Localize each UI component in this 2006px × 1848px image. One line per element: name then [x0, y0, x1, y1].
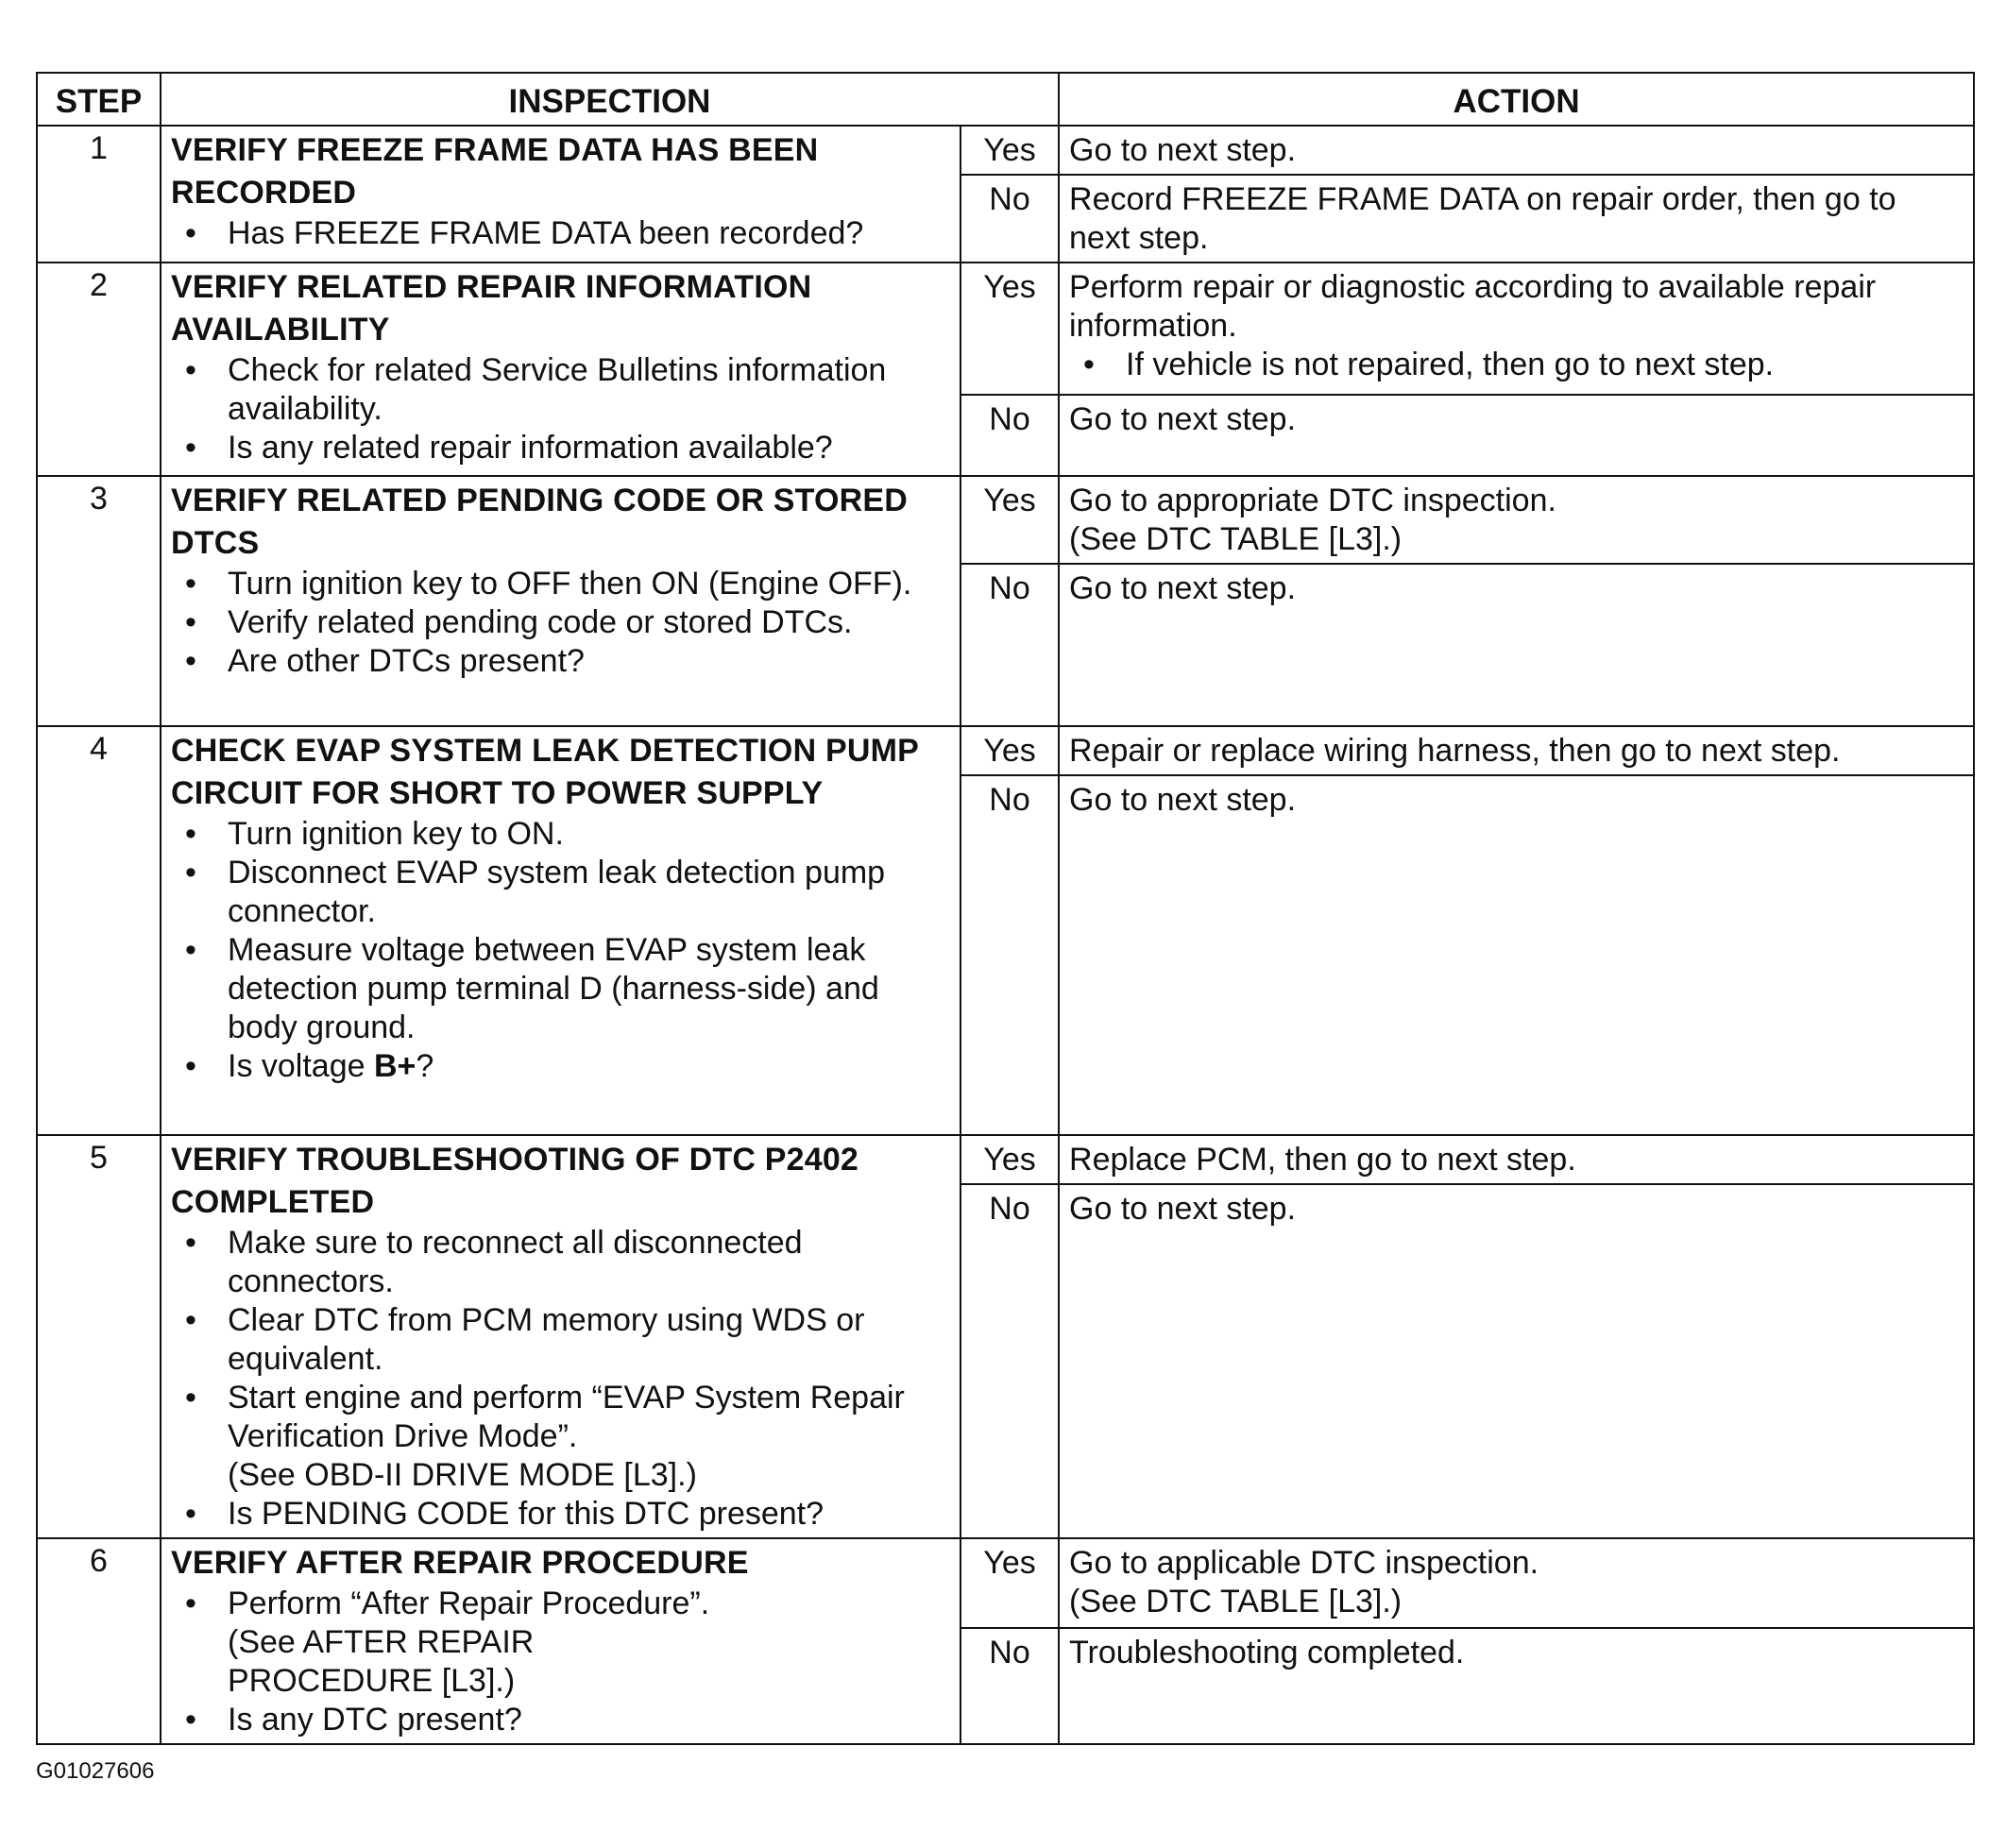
yes-action-reference: (See DTC TABLE [L3].)	[1069, 1584, 1402, 1619]
bullet-text: • Start engine and perform “EVAP System Repair Verification Drive Mode”.	[228, 1380, 905, 1454]
no-label: No	[960, 564, 1059, 726]
bullet-end: ?	[416, 1048, 434, 1084]
step-number: 4	[37, 726, 161, 1135]
figure-id-caption: G01027606	[36, 1758, 155, 1784]
list-item: • Check for related Service Bulletins information availability.	[171, 351, 952, 429]
diagnostic-procedure-table	[36, 72, 1975, 1745]
no-action: Troubleshooting completed.	[1059, 1628, 1974, 1744]
list-item: • Is PENDING CODE for this DTC present?	[171, 1495, 952, 1534]
yes-label: Yes	[960, 726, 1059, 775]
yes-label: Yes	[960, 1135, 1059, 1184]
yes-action: Go to applicable DTC inspection.	[1069, 1545, 1539, 1581]
list-item: • Is any related repair information available?	[171, 429, 952, 467]
yes-action: Repair or replace wiring harness, then go to next step.	[1059, 726, 1974, 775]
yes-action-reference: (See DTC TABLE [L3].)	[1069, 521, 1402, 557]
no-action: Record FREEZE FRAME DATA on repair order, then go to next step.	[1059, 175, 1974, 263]
header-inspection: INSPECTION	[161, 73, 1059, 126]
inspection-bullets	[171, 565, 952, 681]
step-number: 2	[37, 263, 161, 476]
no-action: Go to next step.	[1059, 564, 1974, 726]
bullet-reference: PROCEDURE [L3].)	[228, 1663, 516, 1699]
list-item	[171, 1379, 952, 1495]
inspection-title: VERIFY RELATED REPAIR INFORMATION AVAILABILITY	[171, 269, 812, 348]
no-label: No	[960, 395, 1059, 476]
inspection-title: VERIFY RELATED PENDING CODE OR STORED DTCS	[171, 483, 909, 561]
inspection-title: VERIFY FREEZE FRAME DATA HAS BEEN RECORDED	[171, 132, 819, 211]
table-row	[37, 476, 1974, 564]
yes-label: Yes	[960, 1538, 1059, 1628]
bullet-text: Is voltage	[228, 1048, 374, 1084]
list-item: • Turn ignition key to OFF then ON (Engine OFF).	[171, 565, 952, 603]
yes-action-cell	[1059, 263, 1974, 395]
list-item: • Turn ignition key to ON.	[171, 815, 952, 854]
step-number: 6	[37, 1538, 161, 1744]
yes-label: Yes	[960, 476, 1059, 564]
yes-action-cell	[1059, 476, 1974, 564]
table-row	[37, 1135, 1974, 1184]
yes-action: Replace PCM, then go to next step.	[1059, 1135, 1974, 1184]
list-item: • Disconnect EVAP system leak detection pump connector.	[171, 854, 952, 931]
list-item: • Are other DTCs present?	[171, 642, 952, 681]
no-label: No	[960, 1628, 1059, 1744]
header-step: STEP	[37, 73, 161, 126]
list-item: • Clear DTC from PCM memory using WDS or equivalent.	[171, 1301, 952, 1379]
list-item: • Measure voltage between EVAP system leak detection pump terminal D (harness-side) and body ground.	[171, 931, 952, 1047]
list-item: • Has FREEZE FRAME DATA been recorded?	[171, 214, 952, 253]
inspection-bullets	[171, 351, 952, 467]
inspection-bullets	[171, 1585, 952, 1739]
table-header-row	[37, 73, 1974, 126]
step-number: 5	[37, 1135, 161, 1538]
inspection-bullets	[171, 214, 952, 253]
yes-action-cell	[1059, 1538, 1974, 1628]
header-action: ACTION	[1059, 73, 1974, 126]
inspection-title: CHECK EVAP SYSTEM LEAK DETECTION PUMP CIRCUIT FOR SHORT TO POWER SUPPLY	[171, 733, 919, 811]
yes-label: Yes	[960, 263, 1059, 395]
step-number: 1	[37, 126, 161, 263]
bullet-value: B+	[373, 1048, 416, 1084]
no-action: Go to next step.	[1059, 775, 1974, 1135]
inspection-cell	[161, 126, 960, 263]
no-action: Go to next step.	[1059, 395, 1974, 476]
inspection-cell	[161, 1135, 960, 1538]
inspection-title: VERIFY TROUBLESHOOTING OF DTC P2402 COMPLETED	[171, 1142, 859, 1220]
list-item	[171, 1585, 952, 1701]
bullet-text: • Perform “After Repair Procedure”.	[228, 1585, 710, 1621]
list-item: • Make sure to reconnect all disconnected connectors.	[171, 1224, 952, 1301]
yes-action: Go to appropriate DTC inspection.	[1069, 483, 1556, 518]
list-item	[171, 1047, 952, 1086]
bullet-reference: (See OBD-II DRIVE MODE [L3].)	[228, 1457, 697, 1493]
inspection-cell	[161, 726, 960, 1135]
inspection-cell	[161, 476, 960, 726]
inspection-bullets	[171, 1224, 952, 1534]
no-action: Go to next step.	[1059, 1184, 1974, 1538]
inspection-bullets	[171, 815, 952, 1086]
yes-label: Yes	[960, 126, 1059, 175]
action-bullets	[1069, 346, 1965, 384]
inspection-cell	[161, 263, 960, 476]
no-label: No	[960, 175, 1059, 263]
table-row	[37, 726, 1974, 775]
no-label: No	[960, 1184, 1059, 1538]
inspection-title: VERIFY AFTER REPAIR PROCEDURE	[171, 1545, 749, 1581]
bullet-reference: (See AFTER REPAIR	[228, 1624, 535, 1660]
table-row	[37, 263, 1974, 395]
table-row	[37, 1538, 1974, 1628]
list-item: • Is any DTC present?	[171, 1701, 952, 1739]
no-label: No	[960, 775, 1059, 1135]
list-item: • If vehicle is not repaired, then go to next step.	[1069, 346, 1965, 384]
yes-action: Perform repair or diagnostic according to available repair information.	[1069, 269, 1877, 344]
list-item: • Verify related pending code or stored DTCs.	[171, 603, 952, 642]
inspection-cell	[161, 1538, 960, 1744]
step-number: 3	[37, 476, 161, 726]
yes-action: Go to next step.	[1059, 126, 1974, 175]
table-row	[37, 126, 1974, 175]
